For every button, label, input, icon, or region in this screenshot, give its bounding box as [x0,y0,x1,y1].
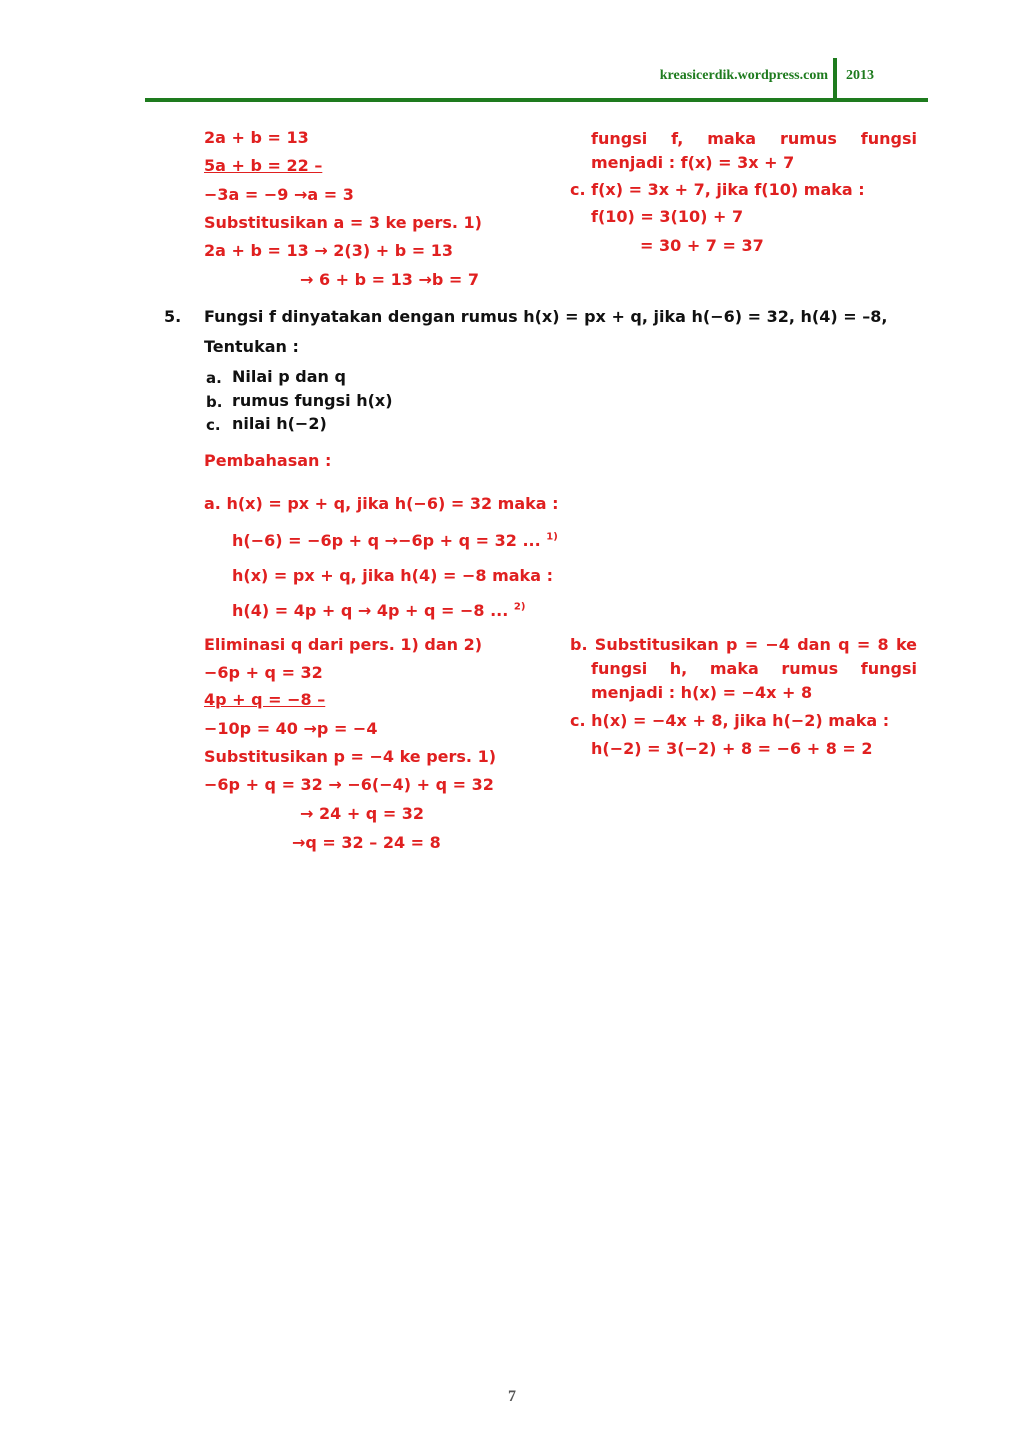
question-item-text-b: rumus fungsi h(x) [232,391,393,410]
top-left-line-2: 5a + b = 22 – [204,156,323,175]
elim-line-2: −6p + q = 32 [204,663,323,682]
top-right-line-5: = 30 + 7 = 37 [640,236,764,255]
page-number: 7 [508,1388,516,1405]
top-left-line-1: 2a + b = 13 [204,128,309,147]
elim-line-4: −10p = 40 →p = −4 [204,719,378,738]
solution-a-line-2 [232,530,558,552]
top-right-line-2: menjadi : f(x) = 3x + 7 [591,153,795,172]
header-divider [833,58,837,102]
elim-line-6: −6p + q = 32 → −6(−4) + q = 32 [204,775,494,794]
elim-line-1: Eliminasi q dari pers. 1) dan 2) [204,635,483,654]
top-left-line-6: → 6 + b = 13 →b = 7 [300,270,480,289]
top-left-line-5: 2a + b = 13 → 2(3) + b = 13 [204,241,453,260]
solution-a-line-1: a. h(x) = px + q, jika h(−6) = 32 maka : [204,494,559,513]
top-left-line-4: Substitusikan a = 3 ke pers. 1) [204,213,482,232]
header-year: 2013 [846,68,874,83]
solution-a-line-4 [232,600,525,622]
solution-heading: Pembahasan : [204,451,332,470]
solution-a-line-2-text: h(−6) = −6p + q →−6p + q = 32 ... [232,531,547,550]
top-right-line-1: fungsi f, maka rumus fungsi [591,129,917,148]
top-right-line-3: c. f(x) = 3x + 7, jika f(10) maka : [570,180,865,199]
solution-a-line-3: h(x) = px + q, jika h(4) = −8 maka : [232,566,553,585]
solution-c-line-2: h(−2) = 3(−2) + 8 = −6 + 8 = 2 [591,739,873,758]
elim-line-5: Substitusikan p = −4 ke pers. 1) [204,747,497,766]
question-item-text-c: nilai h(−2) [232,414,327,433]
question-number: 5. [164,307,182,326]
solution-b-line-3: menjadi : h(x) = −4x + 8 [591,683,813,702]
solution-c-line-1: c. h(x) = −4x + 8, jika h(−2) maka : [570,711,890,730]
elim-line-8: →q = 32 – 24 = 8 [292,833,441,852]
elim-line-7: → 24 + q = 32 [300,804,425,823]
question-item-label-c: c. [206,416,221,434]
question-item-label-b: b. [206,393,223,411]
question-item-text-a: Nilai p dan q [232,367,346,386]
solution-a-line-4-text: h(4) = 4p + q → 4p + q = −8 ... [232,601,514,620]
solution-a-line-2-sup: 1) [546,531,558,543]
question-item-label-a: a. [206,369,222,387]
solution-b-line-1: b. Substitusikan p = −4 dan q = 8 ke [570,635,917,654]
solution-a-line-4-sup: 2) [513,601,526,613]
header-rule [145,98,928,102]
question-text: Fungsi f dinyatakan dengan rumus h(x) = px + q, jika h(−6) = 32, h(4) = –8, [204,307,888,326]
elim-line-3: 4p + q = −8 – [204,690,326,709]
top-right-line-4: f(10) = 3(10) + 7 [591,207,744,226]
question-prompt: Tentukan : [204,337,299,356]
top-left-line-3: −3a = −9 →a = 3 [204,185,354,204]
solution-b-line-2: fungsi h, maka rumus fungsi [591,659,917,678]
header-site-name: kreasicerdik.wordpress.com [659,68,828,83]
